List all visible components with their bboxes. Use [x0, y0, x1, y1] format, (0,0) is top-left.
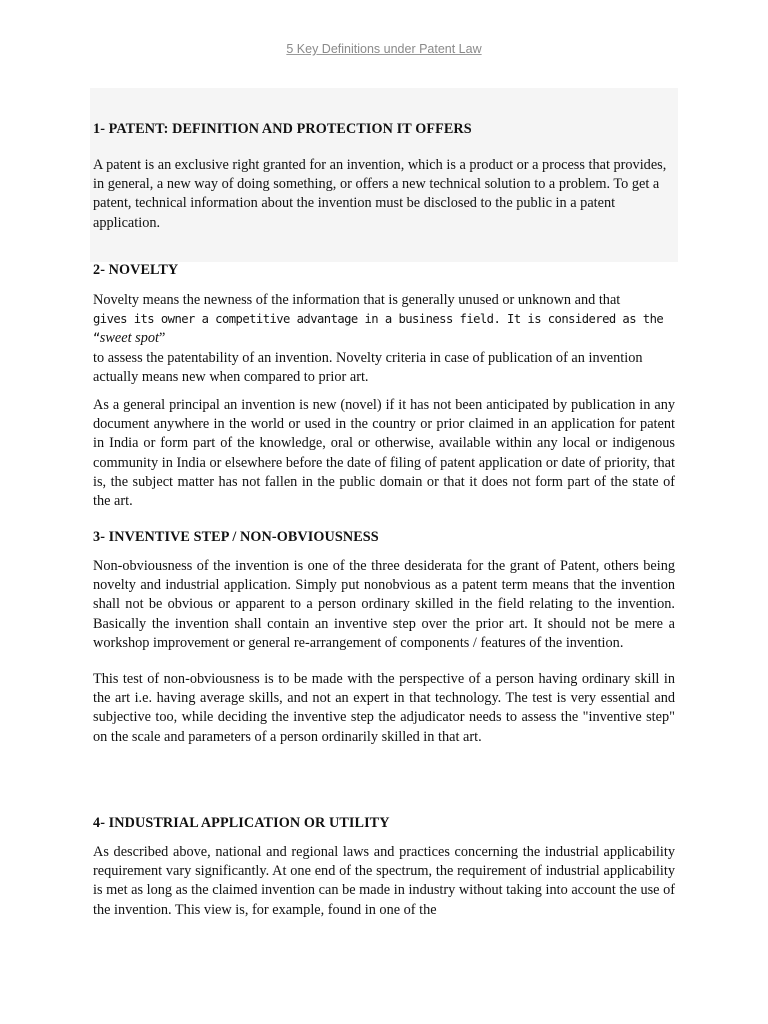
section-1-heading: 1- PATENT: DEFINITION AND PROTECTION IT OFFERS [93, 121, 472, 137]
section-2-heading: 2- NOVELTY [93, 262, 179, 278]
section-4-heading: 4- INDUSTRIAL APPLICATION OR UTILITY [93, 815, 390, 831]
section-2-close-quote: ” [158, 330, 166, 347]
section-2-sweet-spot: sweet spot [99, 330, 159, 347]
section-3-paragraph-1: Non-obviousness of the invention is one of the three desiderata for the grant of Patent, others being novelty and industrial application. Simply put nonobvious as a patent term means that the invention shall not be obvious or apparent to a person ordinary skilled in the field relating to the invention. Basically the invention shall contain an inventive step over the prior art. It should not be mere a workshop improvement or general re-arrangement of components / features of the invention. [93, 558, 675, 651]
section-2-p1-line-2: gives its owner a competitive advantage in a business field. It is considered as the “ [93, 312, 664, 346]
section-2-paragraph-2: As a general principal an invention is new (novel) if it has not been anticipated by publication in any document anywhere in the world or used in the country or prior claimed in an application for patent in India or form part of the knowledge, oral or otherwise, available within any local or indigenous community in India or elsewhere before the date of filing of patent application or date of priority, that is, the subject matter has not fallen in the public domain or that it does not form part of the state of the art. [93, 397, 675, 510]
section-industrial-application [93, 815, 675, 920]
section-novelty [93, 262, 675, 511]
section-2-p1-line-1: Novelty means the newness of the information that is generally unused or unknown and that [93, 292, 621, 308]
section-inventive-step [93, 529, 675, 747]
section-3-paragraph-2: This test of non-obviousness is to be made with the perspective of a person having ordinary skill in the art i.e. having average skills, and not an expert in that technology. The test is very essential and subjective too, while deciding the inventive step the adjudicator needs to assess the "inventive step" on the scale and parameters of a person ordinarily skilled in that art. [93, 671, 675, 745]
section-2-paragraph-1 [93, 291, 675, 387]
section-2-p1-rest: to assess the patentability of an invention. Novelty criteria in case of publication of an invention actually means new when compared to prior art. [93, 349, 643, 385]
document-header-title: 5 Key Definitions under Patent Law [286, 42, 482, 56]
section-4-paragraph-1: As described above, national and regional laws and practices concerning the industrial applicability requirement vary significantly. At one end of the spectrum, the requirement of industrial applicability is met as long as the claimed invention can be made in industry without taking into account the use of the invention. This view is, for example, found in one of the [93, 844, 675, 918]
section-1-paragraph: A patent is an exclusive right granted for an invention, which is a product or a process that provides, in general, a new way of doing something, or offers a new technical solution to a problem. To get a patent, technical information about the invention must be disclosed to the public in a patent application. [93, 157, 667, 231]
section-3-heading: 3- INVENTIVE STEP / NON-OBVIOUSNESS [93, 529, 379, 545]
section-patent-definition [93, 121, 675, 233]
